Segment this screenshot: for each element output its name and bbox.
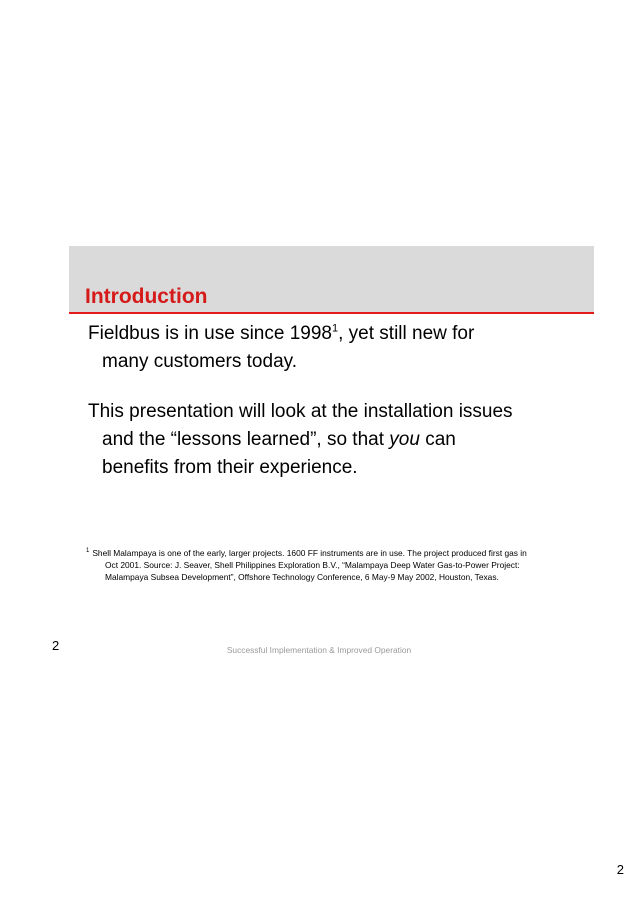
slide-title: Introduction (85, 285, 208, 308)
paragraph-2-line-2 (88, 426, 588, 454)
paragraph-1-line-2: many customers today. (102, 351, 298, 372)
footnote-text-1: Shell Malampaya is one of the early, larger projects. 1600 FF instruments are in use. The project produced first gas in (92, 548, 527, 558)
paragraph-2-line-3: benefits from their experience. (102, 457, 358, 478)
footer-text: Successful Implementation & Improved Operation (226, 645, 412, 655)
paragraph-2-text-b: can (419, 429, 456, 450)
slide-number: 2 (52, 638, 60, 653)
intro-paragraph-1 (88, 320, 588, 376)
footnote (86, 547, 586, 583)
paragraph-1-line-1 (88, 320, 588, 348)
footnote-line-1 (86, 547, 586, 559)
paragraph-1-text-a: Fieldbus is in use since 1998 (88, 323, 332, 344)
footnote-reference: 1 (331, 322, 339, 335)
footnote-line-2: Oct 2001. Source: J. Seaver, Shell Philippines Exploration B.V., “Malampaya Deep Water Gas-to-Power Project: (105, 560, 520, 570)
intro-paragraph-2 (88, 398, 588, 482)
footnote-marker: 1 (86, 548, 90, 555)
paragraph-2-line-1: This presentation will look at the installation issues (88, 401, 513, 422)
emphasis-you: you (389, 429, 420, 450)
paragraph-1-text-b: , yet still new for (338, 323, 475, 344)
page-number: 2 (616, 862, 624, 877)
footnote-line-3: Malampaya Subsea Development”, Offshore Technology Conference, 6 May-9 May 2002, Houston, Texas. (105, 572, 499, 582)
paragraph-2-text-a: and the “lessons learned”, so that (102, 429, 390, 450)
title-divider (69, 312, 594, 314)
